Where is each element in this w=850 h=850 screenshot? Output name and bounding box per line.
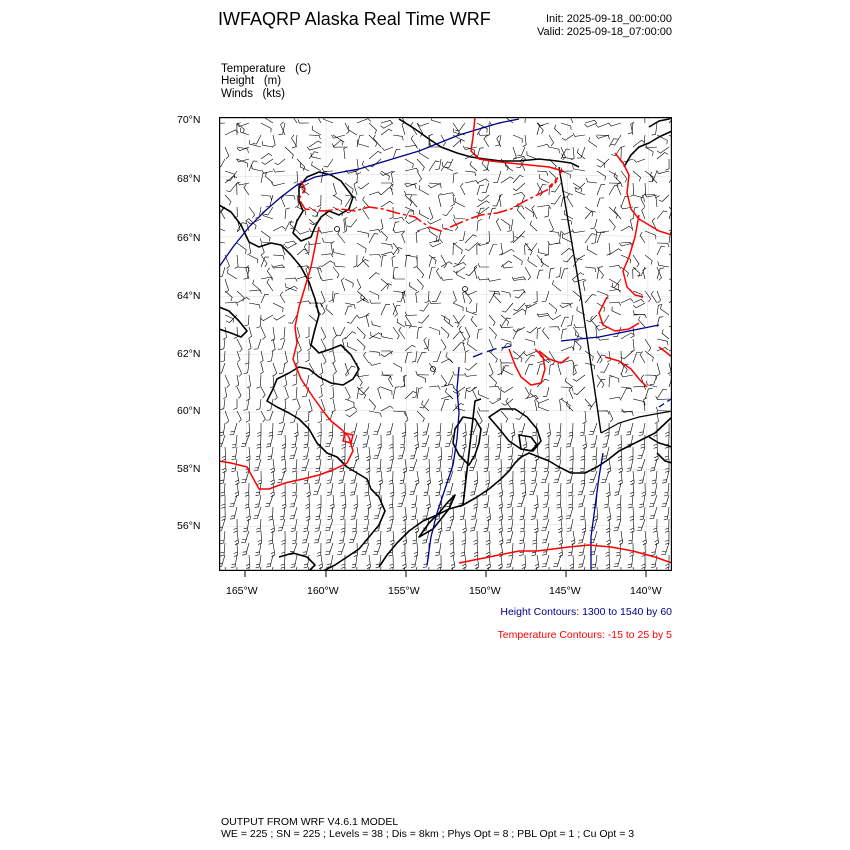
lat-label-66: 66°N (177, 232, 201, 244)
model-output-label: OUTPUT FROM WRF V4.6.1 MODEL (221, 816, 399, 828)
lon-label-155: 155°W (388, 585, 420, 597)
field-temperature: Temperature (C) (221, 63, 312, 75)
lon-label-165: 165°W (226, 585, 258, 597)
lon-label-150: 150°W (469, 585, 501, 597)
valid-time: Valid: 2025-09-18_07:00:00 (537, 26, 672, 38)
map-panel (219, 117, 672, 571)
bottom-ticks (219, 571, 672, 579)
init-time: Init: 2025-09-18_00:00:00 (546, 13, 672, 25)
field-height: Height (m) (221, 75, 282, 87)
lon-label-145: 145°W (549, 585, 581, 597)
lat-label-56: 56°N (177, 520, 201, 532)
lat-label-60: 60°N (177, 405, 201, 417)
chart-title: IWFAQRP Alaska Real Time WRF (218, 9, 491, 29)
lat-label-68: 68°N (177, 173, 201, 185)
lat-label-62: 62°N (177, 348, 201, 360)
temperature-contour-legend: Temperature Contours: -15 to 25 by 5 (497, 629, 672, 641)
field-winds: Winds (kts) (221, 88, 285, 100)
lat-label-64: 64°N (177, 290, 201, 302)
lat-label-58: 58°N (177, 463, 201, 475)
lon-label-140: 140°W (630, 585, 662, 597)
map-background (219, 117, 672, 571)
model-config-label: WE = 225 ; SN = 225 ; Levels = 38 ; Dis = 8km ; Phys Opt = 8 ; PBL Opt = 1 ; Cu Opt = 3 (221, 828, 635, 840)
lon-label-160: 160°W (307, 585, 339, 597)
lat-label-70: 70°N (177, 114, 201, 126)
height-contour-legend: Height Contours: 1300 to 1540 by 60 (500, 606, 672, 618)
